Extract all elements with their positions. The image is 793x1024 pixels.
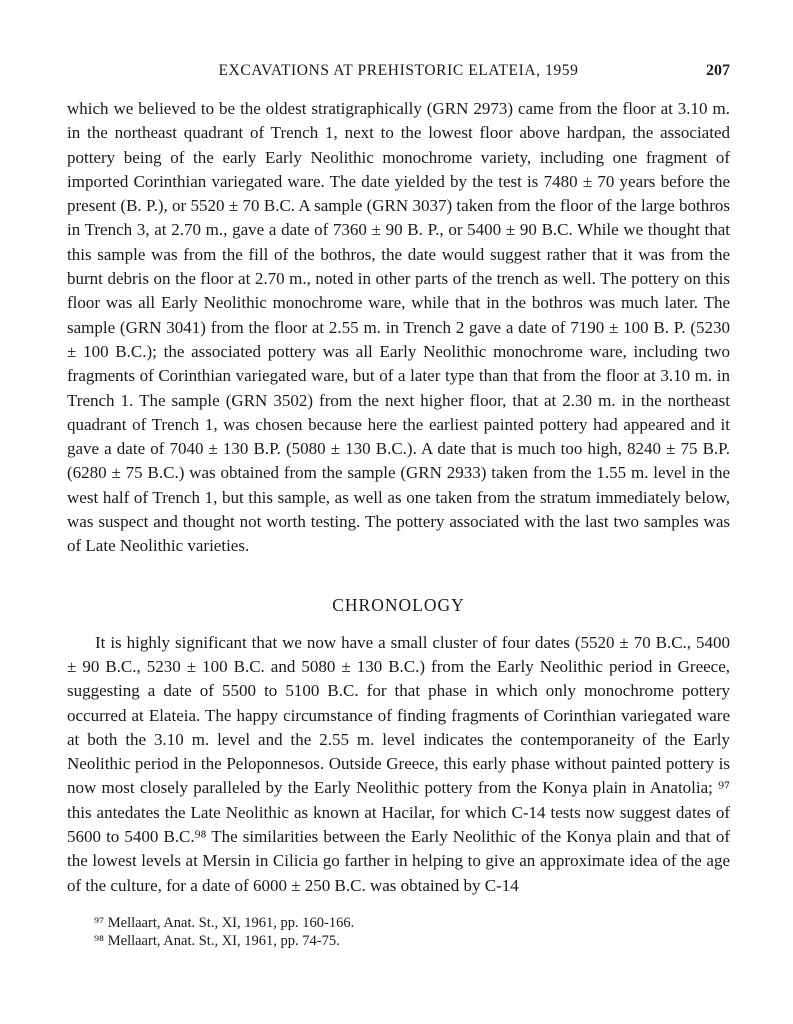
footnote-98: ⁹⁸ Mellaart, Anat. St., XI, 1961, pp. 74-75. xyxy=(94,932,340,949)
paragraph-continued: which we believed to be the oldest stratigraphically (GRN 2973) came from the floor at 3.10 m. in the northeast quadrant of Trench 1, next to the lowest floor above hardpan, the associated pottery being of the early Early Neolithic monochrome variety, including one fragment of imported Corinthian variegated ware. The date yielded by the test is 7480 ± 70 years before the present (B. P.), or 5520 ± 70 B.C. A sample (GRN 3037) taken from the floor of the large bothros in Trench 3, at 2.70 m., gave a date of 7360 ± 90 B. P., or 5400 ± 90 B.C. While we thought that this sample was from the fill of the bothros, the date would suggest rather that it was from the burnt debris on the floor at 2.70 m., noted in other parts of the trench as well. The pottery on this floor was all Early Neolithic monochrome ware, while that in the bothros was much later. The sample (GRN 3041) from the floor at 2.55 m. in Trench 2 gave a date of 7190 ± 100 B. P. (5230 ± 100 B.C.); the associated pottery was all Early Neolithic monochrome ware, including two fragments of Corinthian variegated ware, but of a later type than that from the floor at 3.10 m. in Trench 1. The sample (GRN 3502) from the next higher floor, that at 2.30 m. in the northeast quadrant of Trench 1, was chosen because here the earliest painted pottery had appeared and it gave a date of 7040 ± 130 B.P. (5080 ± 130 B.C.). A date that is much too high, 8240 ± 75 B.P. (6280 ± 75 B.C.) was obtained from the sample (GRN 2933) taken from the 1.55 m. level in the west half of Trench 1, but this sample, as well as one taken from the stratum immediately below, was suspect and thought not worth testing. The pottery associated with the last two samples was of Late Neolithic varieties. xyxy=(67,99,730,556)
page-number: 207 xyxy=(706,62,730,79)
section-heading: CHRONOLOGY xyxy=(332,594,465,615)
footnote-97: ⁹⁷ Mellaart, Anat. St., XI, 1961, pp. 160-166. xyxy=(94,914,355,931)
paragraph-chronology: It is highly significant that we now have a small cluster of four dates (5520 ± 70 B.C., 5400 ± 90 B.C., 5230 ± 100 B.C. and 5080 ± 130 B.C.) from the Early Neolithic period in Greece, suggesting a date of 5500 to 5100 B.C. for that phase in which only monochrome pottery occurred at Elateia. The happy circumstance of finding fragments of Corinthian variegated ware at both the 3.10 m. level and the 2.55 m. level indicates the contemporaneity of the Early Neolithic period in the Peloponnesos. Outside Greece, this early phase without painted pottery is now most closely paralleled by the Early Neolithic pottery from the Konya plain in Anatolia; ⁹⁷ this antedates the Late Neolithic as known at Hacilar, for which C-14 tests now suggest dates of 5600 to 5400 B.C.⁹⁸ The similarities between the Early Neolithic of the Konya plain and that of the lowest levels at Mersin in Cilicia go farther in helping to give an approximate idea of the age of the culture, for a date of 6000 ± 250 B.C. was obtained by C-14 xyxy=(67,632,730,895)
page xyxy=(67,58,730,950)
running-title: EXCAVATIONS AT PREHISTORIC ELATEIA, 1959 xyxy=(218,62,579,79)
footnotes xyxy=(67,914,730,950)
running-head xyxy=(67,58,730,84)
